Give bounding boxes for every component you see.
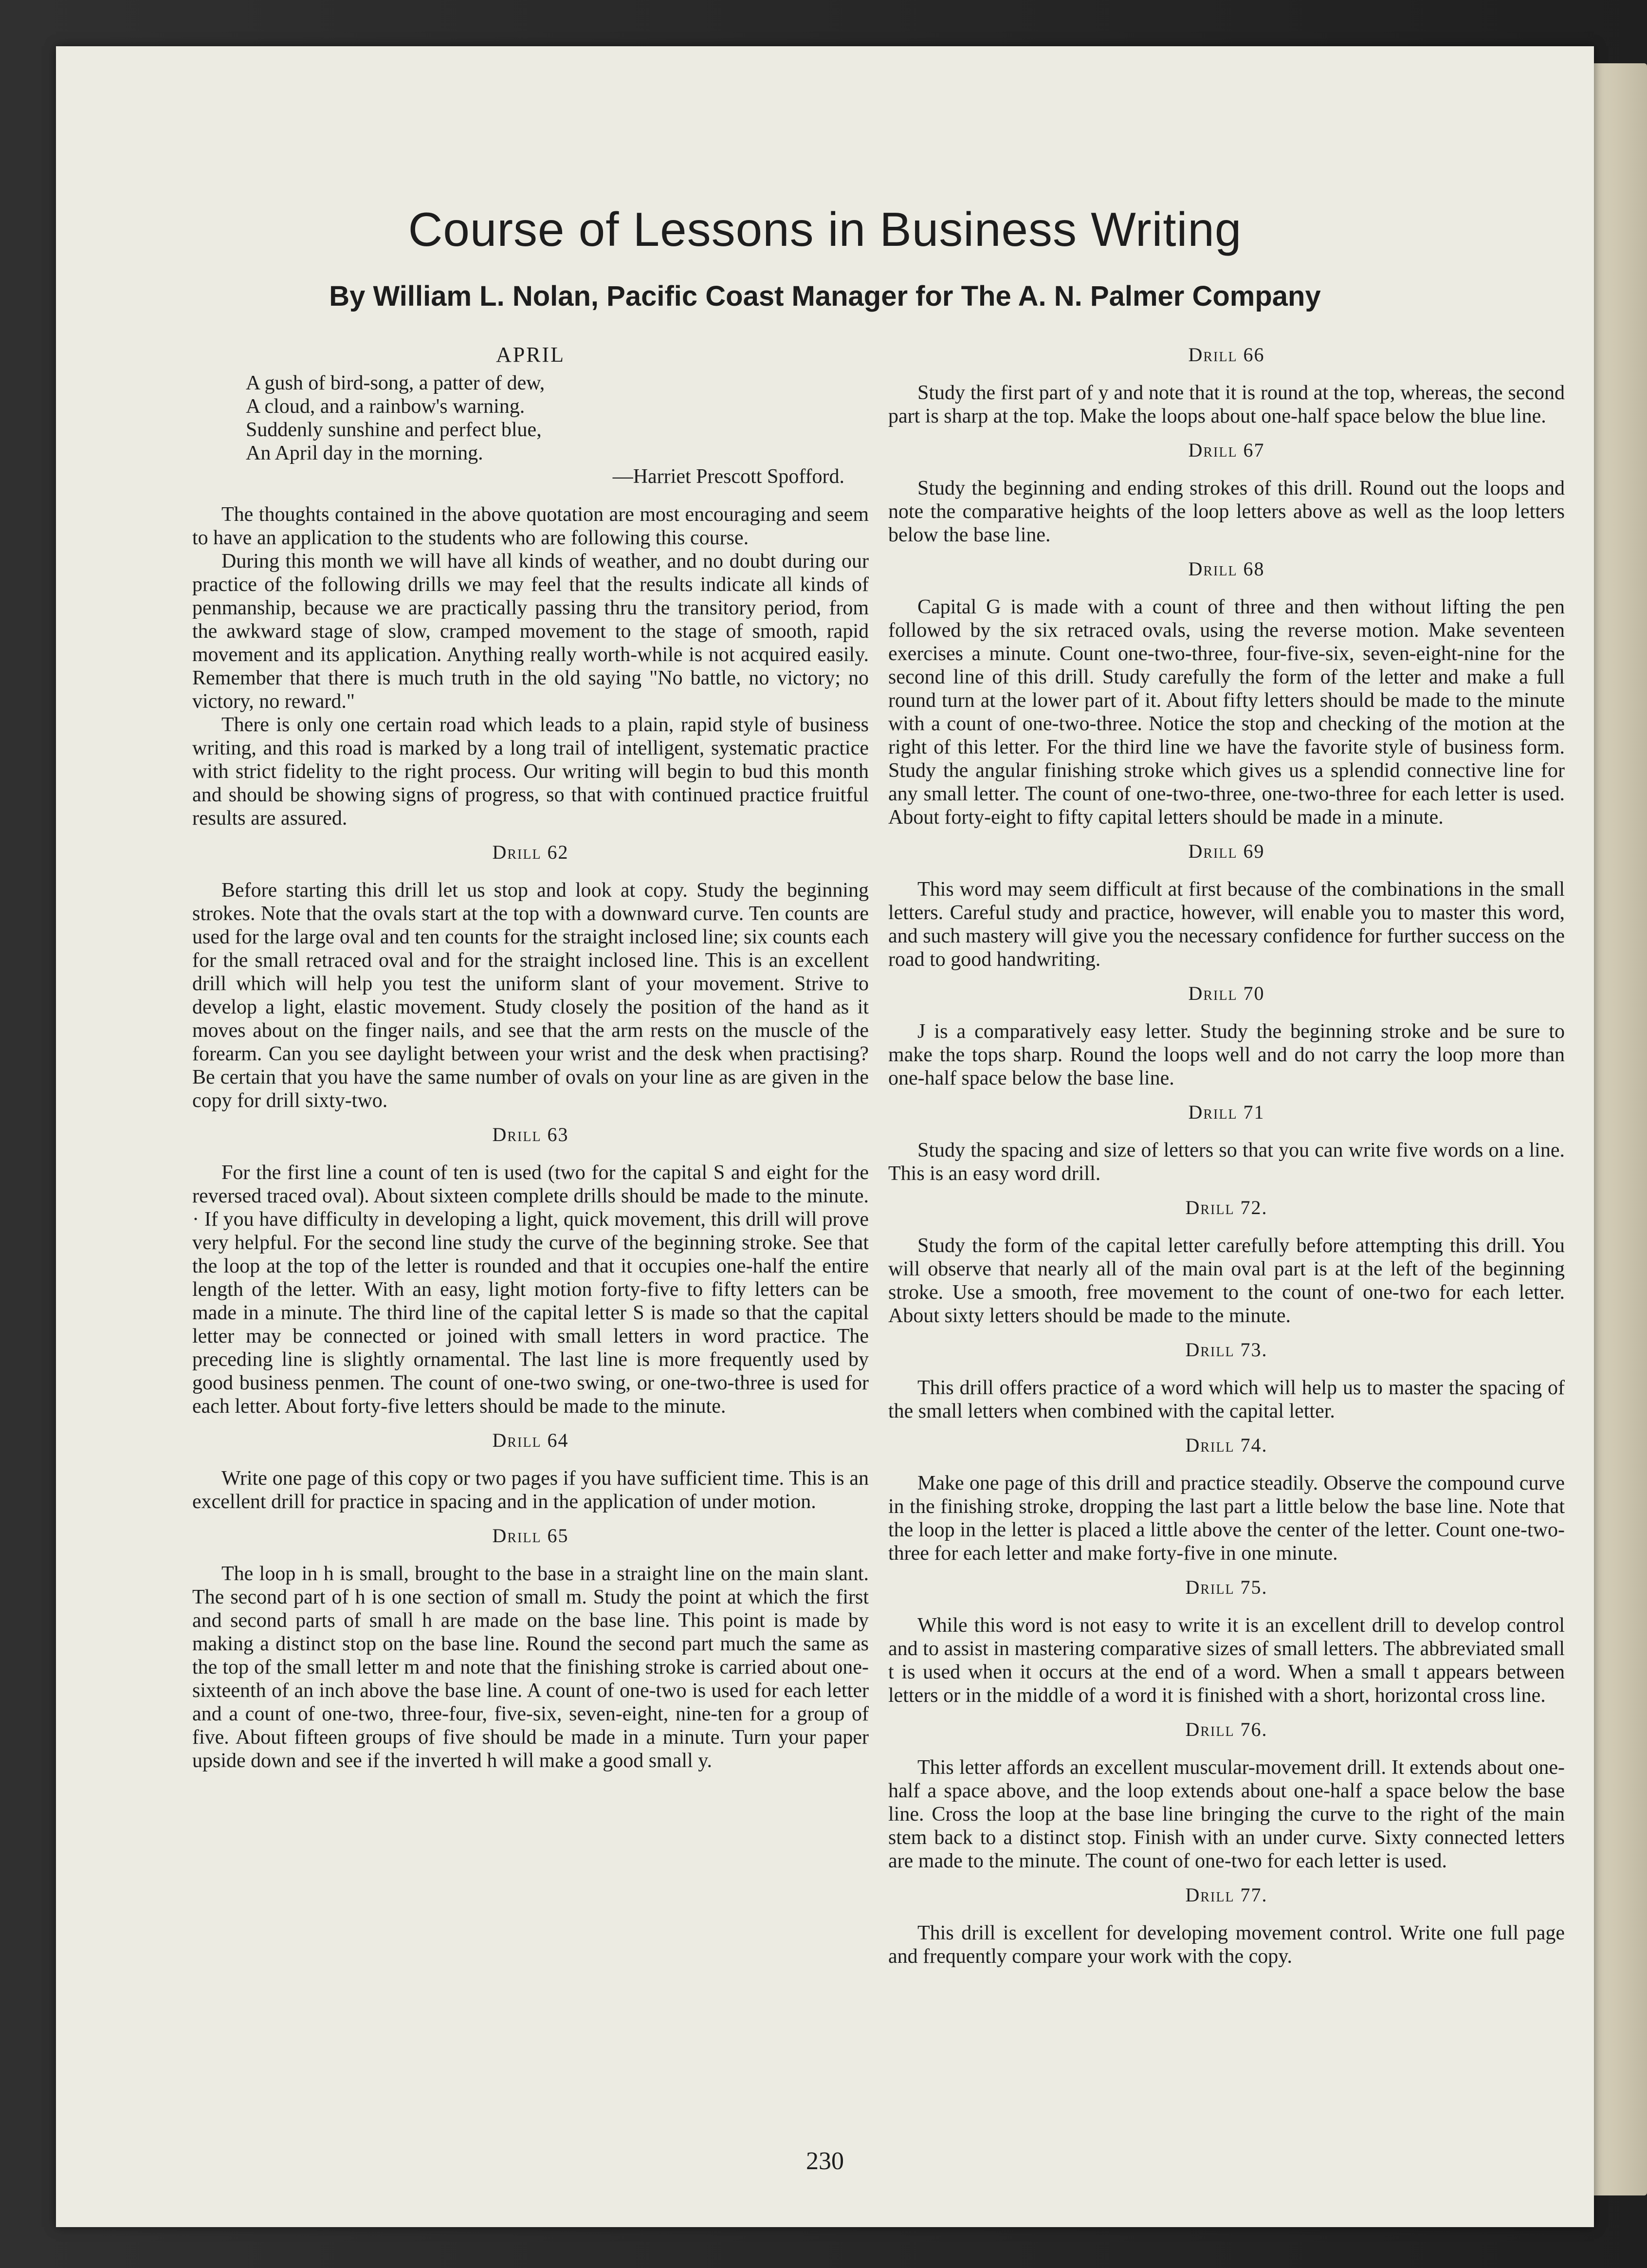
- intro-paragraph: The thoughts contained in the above quotation are most encouraging and seem to have an application to the students who are following this course.: [192, 503, 869, 549]
- drill-text: This letter affords an excellent muscular-movement drill. It extends about one-half a space above, and the loop extends about one-half a space below the base line. Cross the loop at the base line bringing the curve to the right of the main stem back to a distinct stop. Finish with an under curve. Sixty connected letters are made to the minute. The count of one-two for each letter is used.: [888, 1756, 1565, 1872]
- drill-heading: Drill 74.: [1185, 1434, 1268, 1456]
- drill-text: Write one page of this copy or two pages if you have sufficient time. This is an excellent drill for practice in spacing and in the application of under motion.: [192, 1467, 869, 1513]
- article-title: Course of Lessons in Business Writing: [408, 203, 1242, 256]
- drill-heading: Drill 62: [492, 841, 569, 863]
- drill-text: Before starting this drill let us stop and look at copy. Study the beginning strokes. Note that the ovals start at the top with a downward curve. Ten counts are used for the large oval and ten counts for the straight inclosed line; six counts each for the small retraced oval and for the straight inclosed line. This is an excellent drill which will help you test the uniform slant of your movement. Strive to develop a light, elastic movement. Study closely the position of the hand as it moves about on the finger nails, and see that the arm rests on the muscle of the forearm. Can you see daylight between your wrist and the desk when practising? Be certain that you have the same number of ovals on your line as are given in the copy for drill sixty-two.: [192, 879, 869, 1112]
- document-page: [56, 46, 1594, 2227]
- drill-text: Study the spacing and size of letters so that you can write five words on a line. This is an easy word drill.: [888, 1139, 1565, 1185]
- drill-text: Study the form of the capital letter carefully before attempting this drill. You will observe that nearly all of the main oval part is at the left of the beginning stroke. Use a smooth, free movement to the count of one-two for each letter. About sixty letters should be made to the minute.: [888, 1235, 1565, 1327]
- drill-heading: Drill 73.: [1185, 1339, 1268, 1361]
- drill-heading: Drill 66: [1188, 344, 1265, 366]
- drill-text: The loop in h is small, brought to the base in a straight line on the main slant. The second part of h is one section of small m. Study the point at which the first and second parts of small h are made on the base line. This point is made by making a distinct stop on the base line. Round the second part much the same as the top of the small letter m and note that the finishing stroke is carried about one-sixteenth of an inch above the base line. A count of one-two is used for each letter and a count of one-two, three-four, five-six, seven-eight, nine-ten for a group of five. About fifteen groups of five should be made in a minute. Turn your paper upside down and see if the inverted h will make a good small y.: [192, 1563, 869, 1772]
- drill-text: While this word is not easy to write it is an excellent drill to develop control and to assist in mastering comparative sizes of small letters. The abbreviated small t is used when it occurs at the end of a word. When a small t appears between letters or in the middle of a word it is finished with a short, horizontal cross line.: [888, 1614, 1565, 1707]
- article-byline: By William L. Nolan, Pacific Coast Manager for The A. N. Palmer Company: [329, 280, 1321, 312]
- drill-heading: Drill 65: [492, 1525, 569, 1547]
- drill-heading: Drill 70: [1188, 982, 1265, 1004]
- drill-heading: Drill 71: [1188, 1101, 1265, 1123]
- drill-heading: Drill 75.: [1185, 1576, 1268, 1598]
- right-column: [888, 343, 1565, 1968]
- poem-line: Suddenly sunshine and perfect blue,: [246, 419, 542, 441]
- drill-heading: Drill 72.: [1185, 1197, 1268, 1218]
- intro-paragraph: During this month we will have all kinds of weather, and no doubt during our practice of the following drills we may feel that the results indicate all kinds of penmanship, because we are practically passing thru the transitory period, from the awkward stage of slow, cramped movement to the stage of smooth, rapid movement and its application. Anything really worth-while is not acquired easily. Remember that there is much truth in the old saying "No battle, no victory; no victory, no reward.": [192, 550, 869, 713]
- poem-line: A gush of bird-song, a patter of dew,: [246, 372, 545, 394]
- drill-text: Study the beginning and ending strokes of this drill. Round out the loops and note the comparative heights of the loop letters above as well as the loop letters below the base line.: [888, 477, 1565, 546]
- poem-line: An April day in the morning.: [246, 442, 483, 464]
- drill-text: J is a comparatively easy letter. Study the beginning stroke and be sure to make the tops sharp. Round the loops well and do not carry the loop more than one-half space below the base line.: [888, 1020, 1565, 1089]
- poem: [246, 371, 869, 488]
- show-through-text: [202, 163, 1540, 358]
- page-number: 230: [806, 2147, 844, 2175]
- drill-text: Make one page of this drill and practice steadily. Observe the compound curve in the finishing stroke, dropping the last part a little below the base line. Note that the loop in the letter is placed a little above the center of the letter. Count one-two-three for each letter and make forty-five in one minute.: [888, 1472, 1565, 1565]
- drill-text: Capital G is made with a count of three and then without lifting the pen followed by the six retraced ovals, using the reverse motion. Make seventeen exercises a minute. Count one-two-three, four-five-six, seven-eight-nine for the second line of this drill. Study carefully the form of the letter and make a full round turn at the lower part of it. About fifty letters should be made to the minute with a count of one-two-three. Notice the stop and checking of the motion at the right of this letter. For the third line we have the favorite style of business form. Study the angular finishing stroke which gives us a splendid connective line for any small letter. The count of one-two-three, one-two-three for each letter is used. About forty-eight to fifty capital letters should be made in a minute.: [888, 596, 1565, 829]
- drill-heading: Drill 67: [1188, 439, 1265, 461]
- drill-text: This word may seem difficult at first because of the combinations in the small letters. Careful study and practice, however, will enable you to master this word, and such mastery will give you the necessary confidence for further success on the road to good handwriting.: [888, 878, 1565, 971]
- drill-heading: Drill 76.: [1185, 1718, 1268, 1740]
- drill-text: For the first line a count of ten is used (two for the capital S and eight for the reversed traced oval). About sixteen complete drills should be made to the minute. · If you have difficulty in developing a light, quick movement, this drill will prove very helpful. For the second line study the curve of the beginning stroke. See that the loop at the top of the letter is rounded and that it occupies one-half the entire length of the letter. With an easy, light motion forty-five to fifty letters can be made in a minute. The third line of the capital letter S is made so that the capital letter may be connected or joined with small letters in word practice. The preceding line is slightly ornamental. The last line is more frequently used by good business penmen. The count of one-two swing, or one-two-three is used for each letter. About forty-five letters should be made to the minute.: [192, 1162, 869, 1418]
- drill-heading: Drill 64: [492, 1429, 569, 1451]
- poem-line: A cloud, and a rainbow's warning.: [246, 395, 525, 418]
- intro-paragraph: There is only one certain road which leads to a plain, rapid style of business writing, and this road is marked by a long trail of intelligent, systematic practice with strict fidelity to the right process. Our writing will begin to bud this month and should be showing signs of progress, so that with continued practice fruitful results are assured.: [192, 714, 869, 830]
- drill-text: This drill is excellent for developing movement control. Write one full page and frequently compare your work with the copy.: [888, 1922, 1565, 1968]
- drill-text: This drill offers practice of a word which will help us to master the spacing of the small letters when combined with the capital letter.: [888, 1377, 1565, 1422]
- poem-attribution: —Harriet Prescott Spofford.: [612, 465, 844, 488]
- drill-text: Study the first part of y and note that it is round at the top, whereas, the second part is sharp at the top. Make the loops about one-half space below the blue line.: [888, 382, 1565, 427]
- drill-heading: Drill 69: [1188, 840, 1265, 862]
- drill-heading: Drill 77.: [1185, 1884, 1268, 1906]
- drill-heading: Drill 63: [492, 1124, 569, 1145]
- month-heading: APRIL: [495, 343, 566, 367]
- drill-heading: Drill 68: [1188, 558, 1265, 580]
- left-column: [192, 343, 869, 1772]
